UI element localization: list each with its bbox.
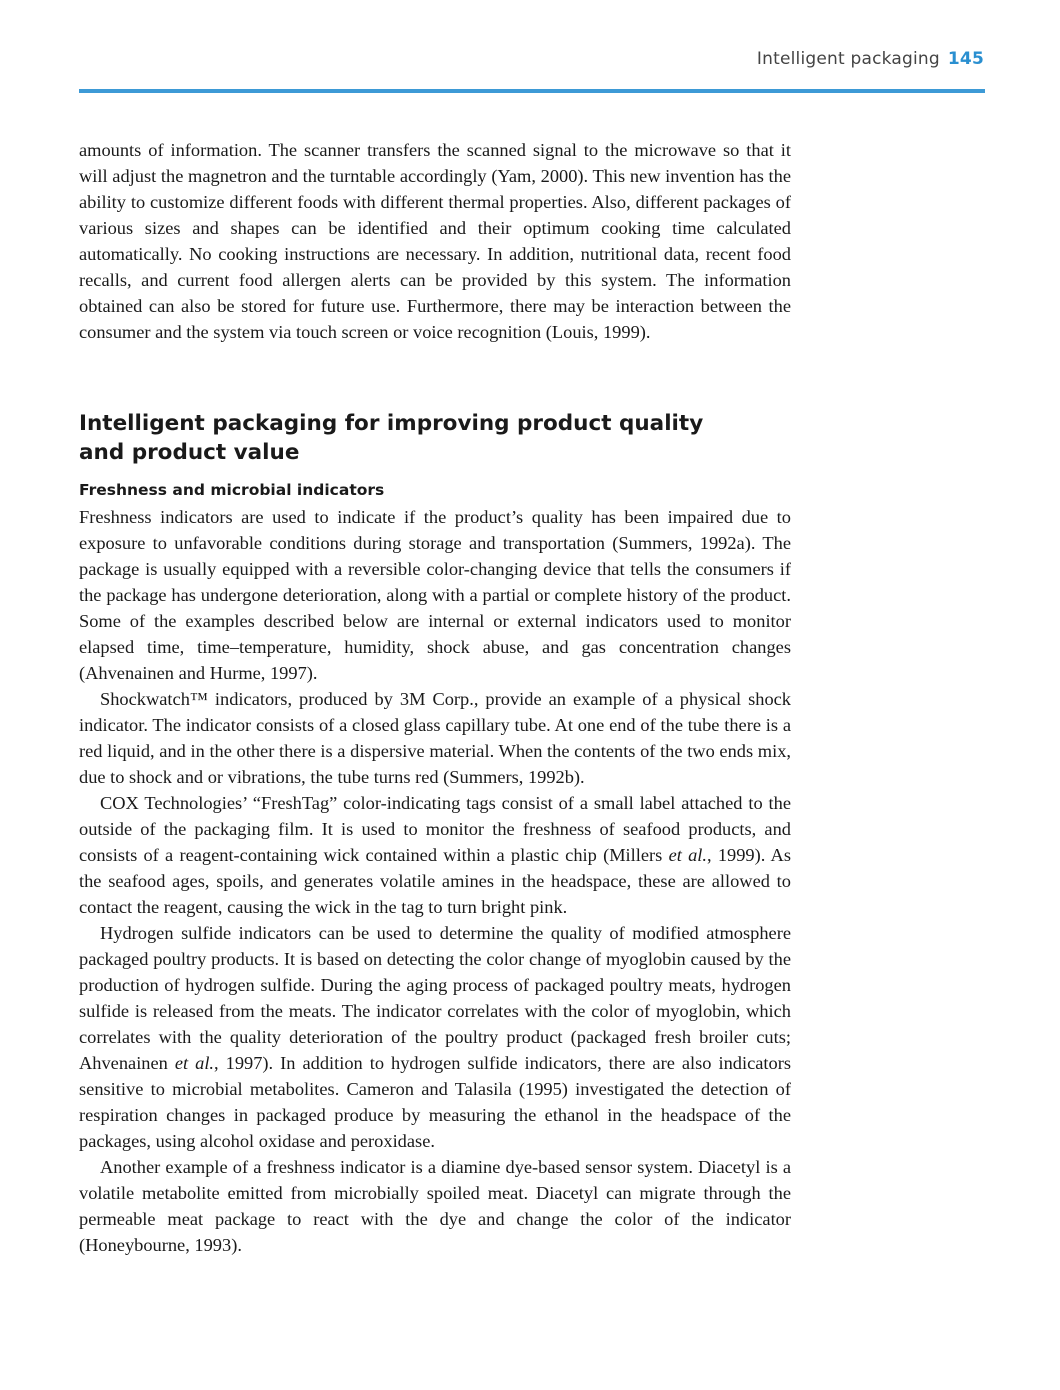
paragraph-text: , 1999). As the seafood ages, spoils, and generates volatile amines in the headspace, these are allowed to contact the reagent, causing the wick in the tag to turn bright pink. — [79, 845, 791, 917]
subsection-heading: Freshness and microbial indicators — [79, 481, 385, 499]
paragraph-freshness-indicators: Freshness indicators are used to indicate if the product’s quality has been impaired due to exposure to unfavorable conditions during storage and transportation (Summers, 1992a). The package is usually equipped with a reversible color-changing device that tells the consumers if the package has undergone deterioration, along with a partial or complete history of the product. Some of the examples described below are internal or external indicators used to monitor elapsed time, time–temperature, humidity, shock abuse, and gas concentration changes (Ahvenainen and Hurme, 1997). — [79, 507, 791, 683]
citation-et-al: et al. — [174, 1053, 215, 1073]
page-number: 145 — [947, 49, 984, 69]
running-title: Intelligent packaging — [756, 49, 940, 69]
paragraph-text: COX Technologies’ “FreshTag” color-indicating tags consist of a small label attached to the outside of the packaging film. It is used to monitor the freshness of seafood products, and consists of a reagent-containing wick contained within a plastic chip (Millers — [79, 793, 791, 865]
intro-paragraph: amounts of information. The scanner transfers the scanned signal to the microwave so that it will adjust the magnetron and the turntable accordingly (Yam, 2000). This new invention has the ability to customize different foods with different thermal properties. Also, different packages of various sizes and shapes can be identified and their optimum cooking time calculated automatically. No cooking instructions are necessary. In addition, nutritional data, recent food recalls, and current food allergen alerts can be provided by this system. The information obtained can also be stored for future use. Furthermore, there may be interaction between the consumer and the system via touch screen or voice recognition (Louis, 1999). — [79, 140, 791, 342]
page-body — [79, 137, 791, 1258]
paragraph-diamine-sensor: Another example of a freshness indicator is a diamine dye-based sensor system. Diacetyl is a volatile metabolite emitted from microbially spoiled meat. Diacetyl can migrate through the permeable meat package to react with the dye and change the color of the indicator (Honeybourne, 1993). — [79, 1157, 791, 1255]
section-heading: Intelligent packaging for improving product quality and product value — [79, 411, 704, 465]
paragraph-text: Hydrogen sulfide indicators can be used to determine the quality of modified atmosphere packaged poultry products. It is based on detecting the color change of myoglobin caused by the production of hydrogen sulfide. During the aging process of packaged poultry meats, hydrogen sulfide is released from the meats. The indicator correlates with the color of myoglobin, which correlates with the quality deterioration of the poultry product (packaged fresh broiler cuts; Ahvenainen — [79, 923, 791, 1073]
paragraph-freshtag — [79, 790, 791, 920]
paragraph-text: , 1997). In addition to hydrogen sulfide indicators, there are also indicators sensitive to microbial metabolites. Cameron and Talasila (1995) investigated the detection of respiration changes in packaged produce by measuring the ethanol in the headspace of the packages, using alcohol oxidase and peroxidase. — [79, 1053, 792, 1151]
running-head — [757, 49, 984, 69]
paragraph-shockwatch: Shockwatch™ indicators, produced by 3M Corp., provide an example of a physical shock indicator. The indicator consists of a closed glass capillary tube. At one end of the tube there is a red liquid, and in the other there is a dispersive material. When the contents of the two ends mix, due to shock and or vibrations, the tube turns red (Summers, 1992b). — [79, 689, 791, 787]
citation-et-al: et al. — [668, 845, 707, 865]
header-rule — [79, 89, 985, 93]
paragraph-hydrogen-sulfide — [79, 920, 791, 1154]
